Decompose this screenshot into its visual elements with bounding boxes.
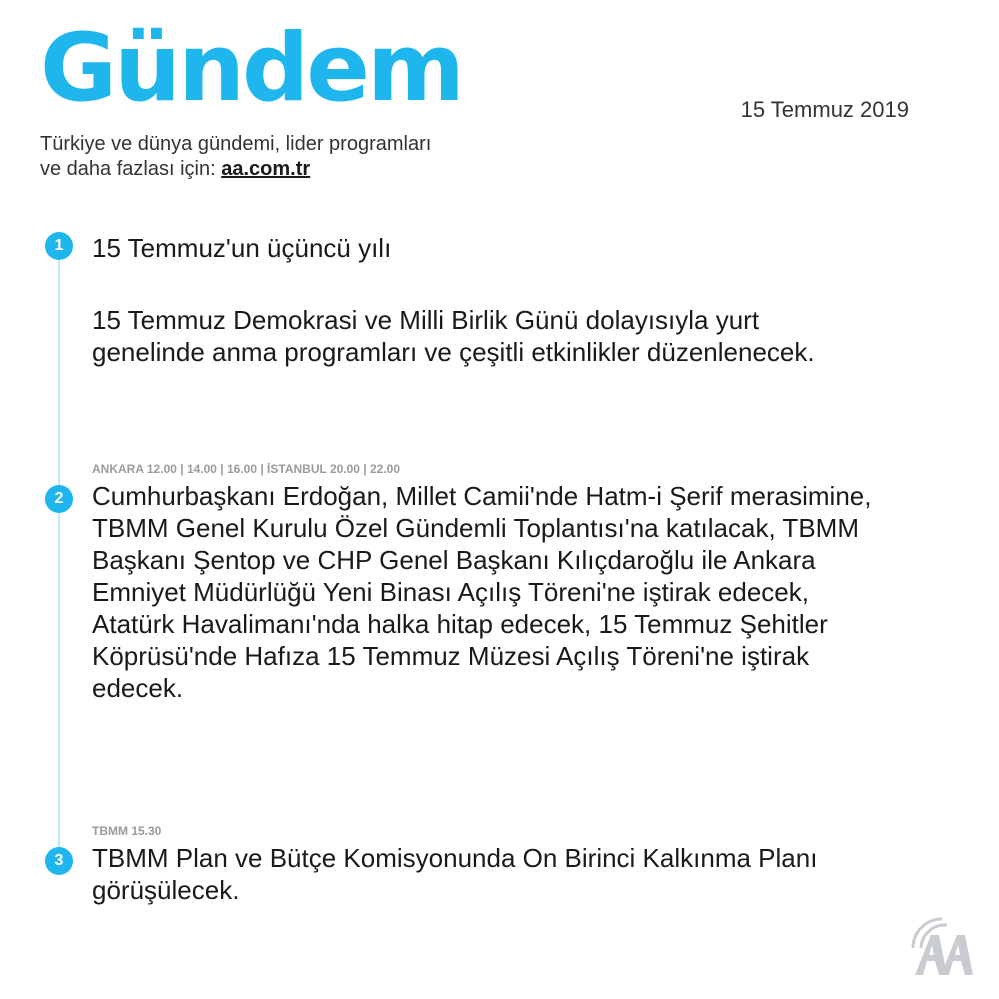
agenda-item-2	[92, 462, 872, 704]
item-number-badge: 2	[45, 485, 73, 513]
item-number-badge: 3	[45, 847, 73, 875]
publish-date: 15 Temmuz 2019	[740, 97, 909, 122]
agenda-item-1	[92, 232, 872, 368]
item-schedule: TBMM 15.30	[92, 824, 162, 838]
logo-letter-a-2	[941, 935, 973, 975]
item-body: TBMM Plan ve Bütçe Komisyonunda On Birinci Kalkınma Planı görüşülecek.	[92, 843, 818, 905]
tagline-prefix: ve daha fazlası için:	[40, 158, 222, 180]
tagline-line-1: Türkiye ve dünya gündemi, lider programları	[40, 133, 432, 155]
item-title: 15 Temmuz'un üçüncü yılı	[92, 233, 392, 263]
brand-title: Gündem	[40, 14, 462, 123]
item-number-badge: 1	[45, 232, 73, 260]
aa-logo-icon	[907, 915, 977, 977]
item-schedule: ANKARA 12.00 | 14.00 | 16.00 | İSTANBUL 20.00 | 22.00	[92, 462, 401, 476]
item-body: 15 Temmuz Demokrasi ve Milli Birlik Günü dolayısıyla yurt genelinde anma programları ve çeşitli etkinlikler düzenlenecek.	[92, 305, 815, 367]
logo-letter-a-1	[915, 935, 947, 975]
item-body: Cumhurbaşkanı Erdoğan, Millet Camii'nde Hatm-i Şerif merasimine, TBMM Genel Kurulu Özel Gündemli Toplantısı'na katılacak, TBMM Başkanı Şentop ve CHP Genel Başkanı Kılıçdaroğlu ile Ankara Emniyet Müdürlüğü Yeni Binası Açılış Töreni'ne iştirak edecek, Atatürk Havalimanı'nda halka hitap edecek, 15 Temmuz Şehitler Köprüsü'nde Hafıza 15 Temmuz Müzesi Açılış Töreni'ne iştirak edecek.	[92, 481, 872, 703]
timeline-line	[58, 245, 60, 865]
agenda-item-3	[92, 824, 872, 906]
site-link[interactable]: aa.com.tr	[221, 158, 311, 180]
tagline	[40, 132, 560, 182]
tagline-line-2	[40, 157, 560, 182]
